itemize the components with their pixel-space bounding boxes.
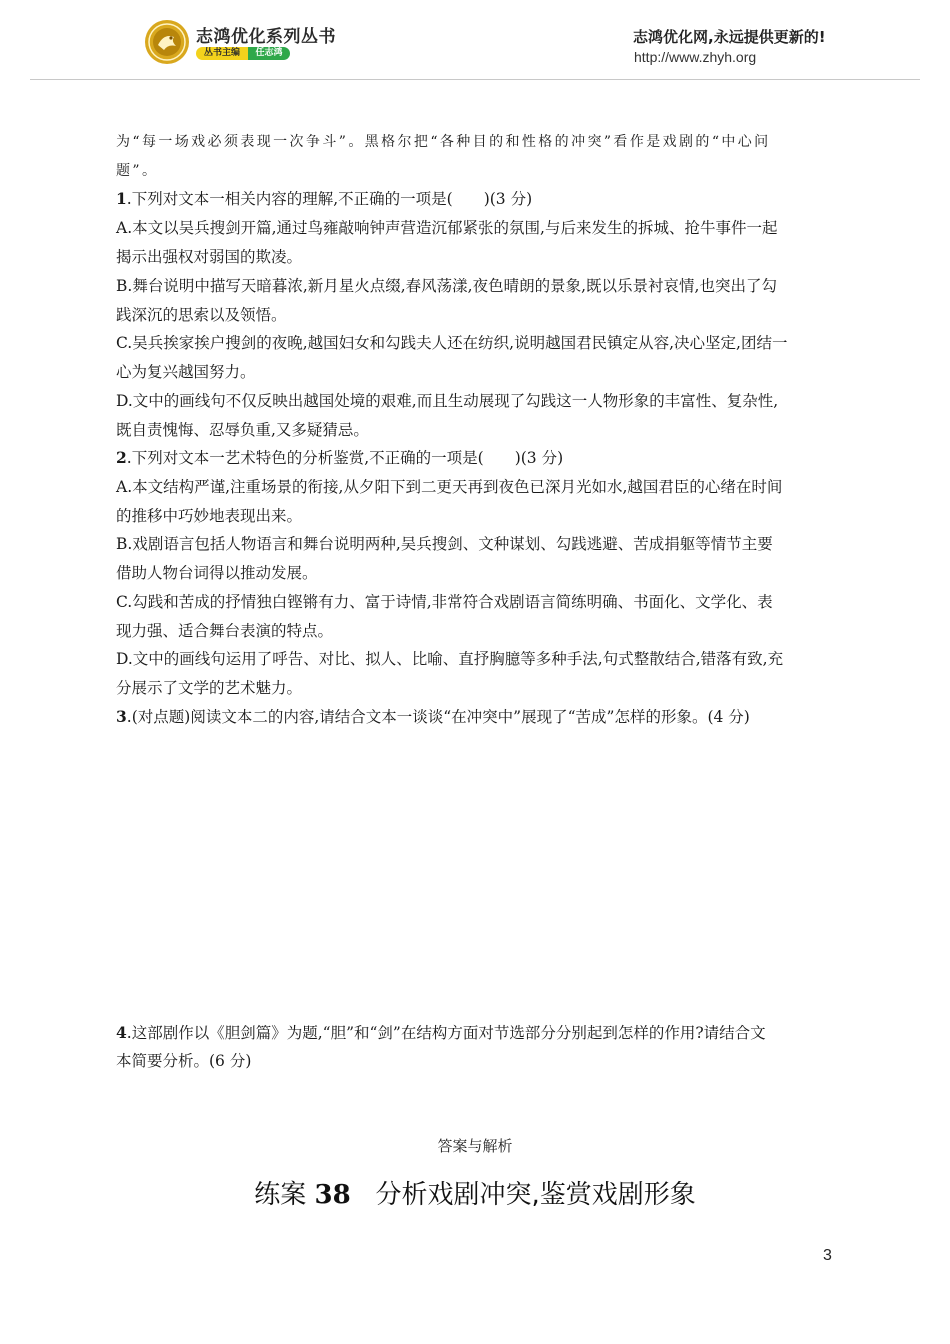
site-slogan: 志鸿优化网,永远提供更新的! (633, 28, 826, 46)
q1-option-c-line-2: 心为复兴越国努力。 (116, 363, 256, 381)
q1-option-d-line-2: 既自责愧悔、忍辱负重,又多疑猜忌。 (116, 421, 369, 439)
site-url-link[interactable]: http://www.zhyh.org (634, 49, 757, 65)
editor-name: 任志鸿 (248, 47, 290, 60)
q1-option-c-line-1: C.吴兵挨家挨户搜剑的夜晚,越国妇女和勾践夫人还在纺织,说明越国君民镇定从容,决心坚定,团结一 (116, 334, 788, 352)
intro-line-1: 为“每一场戏必须表现一次争斗”。黑格尔把“各种目的和性格的冲突”看作是戏剧的“中心问 (116, 134, 771, 150)
question-4-stem-line-2: 本简要分析。(6 分) (116, 1052, 252, 1070)
q2-option-b-line-1: B.戏剧语言包括人物语言和舞台说明两种,吴兵搜剑、文种谋划、勾践逃避、苦成捐躯等情节主要 (116, 535, 773, 553)
seal-logo-icon (144, 19, 190, 65)
answer-section-label: 答案与解析 (437, 1137, 513, 1155)
q2-option-b-line-2: 借助人物台词得以推动发展。 (116, 564, 318, 582)
q2-option-d-line-2: 分展示了文学的艺术魅力。 (116, 679, 303, 697)
q2-option-c-line-2: 现力强、适合舞台表演的特点。 (116, 622, 334, 640)
q2-option-a-line-2: 的推移中巧妙地表现出来。 (116, 507, 303, 525)
q1-option-b-line-1: B.舞台说明中描写天暗暮浓,新月星火点缀,春风荡漾,夜色晴朗的景象,既以乐景衬哀情,也突出了勾 (116, 277, 777, 295)
page-number: 3 (823, 1247, 832, 1264)
brand-title: 志鸿优化系列丛书 (196, 27, 336, 47)
q1-option-b-line-2: 践深沉的思索以及领悟。 (116, 306, 287, 324)
editor-label: 丛书主编 (196, 47, 248, 60)
page-header (0, 0, 950, 80)
answer-section-title: 练案 38 分析戏剧冲突,鉴赏戏剧形象 (254, 1180, 696, 1210)
q2-option-d-line-1: D.文中的画线句运用了呼告、对比、拟人、比喻、直抒胸臆等多种手法,句式整散结合,错落有致,充 (116, 650, 784, 668)
intro-line-2: 题”。 (116, 163, 159, 179)
q2-option-c-line-1: C.勾践和苦成的抒情独白铿锵有力、富于诗情,非常符合戏剧语言简练明确、书面化、文学化、表 (116, 593, 773, 611)
question-1-stem: 1.下列对文本一相关内容的理解,不正确的一项是( )(3 分) (116, 189, 533, 208)
question-3-stem: 3.(对点题)阅读文本二的内容,请结合文本一谈谈“在冲突中”展现了“苦成”怎样的形象。(4 分) (116, 707, 750, 726)
question-2-stem: 2.下列对文本一艺术特色的分析鉴赏,不正确的一项是( )(3 分) (116, 448, 564, 467)
q2-option-a-line-1: A.本文结构严谨,注重场景的衔接,从夕阳下到二更天再到夜色已深月光如水,越国君臣的心绪在时间 (116, 478, 783, 496)
q1-option-d-line-1: D.文中的画线句不仅反映出越国处境的艰难,而且生动展现了勾践这一人物形象的丰富性、复杂性, (116, 392, 779, 410)
header-divider (30, 79, 920, 80)
q1-option-a-line-1: A.本文以吴兵搜剑开篇,通过鸟雍敲响钟声营造沉郁紧张的氛围,与后来发生的拆城、抢牛事件一起 (116, 219, 778, 237)
q1-option-a-line-2: 揭示出强权对弱国的欺凌。 (116, 248, 303, 266)
question-4-stem-line-1: 4.这部剧作以《胆剑篇》为题,“胆”和“剑”在结构方面对节选部分分别起到怎样的作用?请结合文 (116, 1023, 766, 1042)
